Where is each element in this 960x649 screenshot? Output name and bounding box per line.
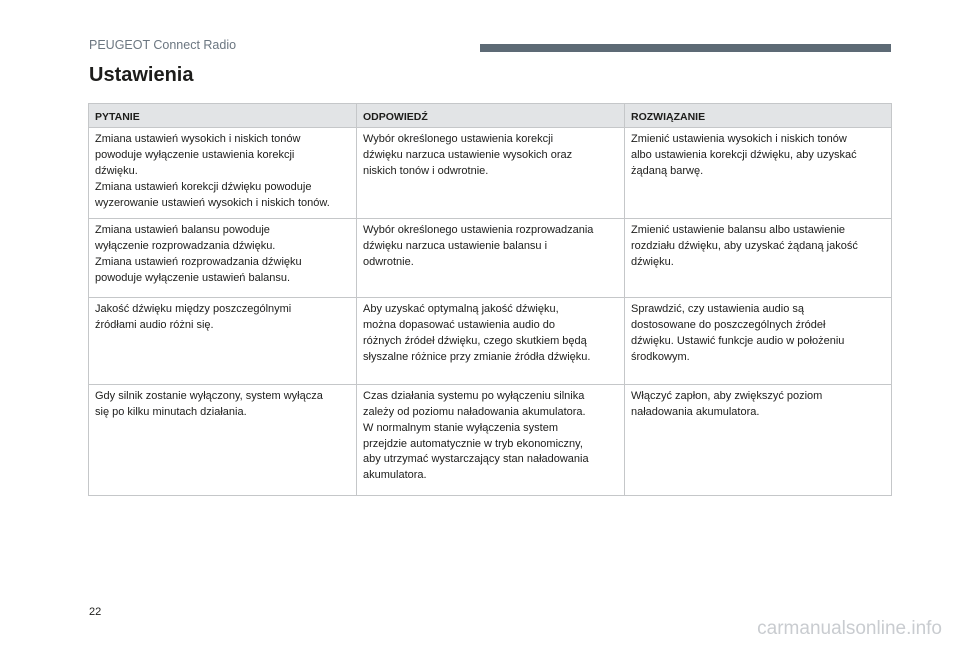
question-line: Zmiana ustawień rozprowadzania dźwięku bbox=[95, 255, 302, 268]
header-bar bbox=[480, 44, 891, 52]
question-line: źródłami audio różni się. bbox=[95, 318, 214, 331]
table-row bbox=[89, 128, 892, 219]
answer-line: Wybór określonego ustawienia rozprowadzania bbox=[363, 223, 594, 236]
answer-line: niskich tonów i odwrotnie. bbox=[363, 164, 489, 177]
answer-line: Czas działania systemu po wyłączeniu silnika bbox=[363, 389, 585, 402]
section-title: Ustawienia bbox=[89, 64, 194, 86]
page-number: 22 bbox=[89, 606, 102, 618]
solution-line: Sprawdzić, czy ustawienia audio są bbox=[631, 302, 805, 315]
solution-line: żądaną barwę. bbox=[631, 164, 704, 177]
column-header-answer: ODPOWIEDŹ bbox=[357, 104, 625, 128]
question-cell bbox=[89, 297, 357, 384]
solution-line: dźwięku. Ustawić funkcje audio w położeniu bbox=[631, 334, 845, 347]
table-row bbox=[89, 384, 892, 495]
solution-line: Zmienić ustawienie balansu albo ustawienie bbox=[631, 223, 846, 236]
answer-line: Aby uzyskać optymalną jakość dźwięku, bbox=[363, 302, 559, 315]
question-line: wyzerowanie ustawień wysokich i niskich tonów. bbox=[95, 196, 330, 209]
troubleshooting-table bbox=[88, 103, 892, 496]
solution-line: dostosowane do poszczególnych źródeł bbox=[631, 318, 826, 331]
solution-line: środkowym. bbox=[631, 350, 690, 363]
watermark: carmanualsonline.info bbox=[757, 618, 942, 639]
question-line: Zmiana ustawień korekcji dźwięku powoduje bbox=[95, 180, 312, 193]
question-line: powoduje wyłączenie ustawienia korekcji bbox=[95, 148, 295, 161]
question-cell bbox=[89, 128, 357, 219]
answer-line: akumulatora. bbox=[363, 469, 427, 482]
solution-line: naładowania akumulatora. bbox=[631, 405, 760, 418]
solution-cell bbox=[625, 297, 892, 384]
solution-cell bbox=[625, 218, 892, 297]
solution-cell bbox=[625, 384, 892, 495]
answer-line: przejdzie automatycznie w tryb ekonomiczny, bbox=[363, 437, 583, 450]
question-line: Jakość dźwięku między poszczególnymi bbox=[95, 302, 292, 315]
question-line: się po kilku minutach działania. bbox=[95, 405, 247, 418]
question-line: Zmiana ustawień wysokich i niskich tonów bbox=[95, 133, 301, 145]
answer-line: zależy od poziomu naładowania akumulatora. bbox=[363, 405, 586, 418]
answer-line: dźwięku narzuca ustawienie balansu i bbox=[363, 239, 548, 252]
answer-line: odwrotnie. bbox=[363, 255, 414, 268]
question-line: wyłączenie rozprowadzania dźwięku. bbox=[95, 239, 276, 252]
question-cell bbox=[89, 218, 357, 297]
answer-line: słyszalne różnice przy zmianie źródła dźwięku. bbox=[363, 350, 591, 363]
answer-line: W normalnym stanie wyłączenia system bbox=[363, 421, 559, 434]
question-cell bbox=[89, 384, 357, 495]
answer-line: aby utrzymać wystarczający stan naładowania bbox=[363, 453, 589, 466]
answer-line: Wybór określonego ustawienia korekcji bbox=[363, 133, 554, 145]
answer-line: dźwięku narzuca ustawienie wysokich oraz bbox=[363, 148, 573, 161]
answer-cell bbox=[357, 218, 625, 297]
solution-line: Włączyć zapłon, aby zwiększyć poziom bbox=[631, 389, 823, 402]
table-row bbox=[89, 297, 892, 384]
answer-cell bbox=[357, 128, 625, 219]
question-line: Gdy silnik zostanie wyłączony, system wyłącza bbox=[95, 389, 323, 402]
solution-cell bbox=[625, 128, 892, 219]
table-header-row bbox=[89, 104, 892, 128]
question-line: dźwięku. bbox=[95, 164, 138, 177]
answer-cell bbox=[357, 384, 625, 495]
question-line: powoduje wyłączenie ustawień balansu. bbox=[95, 271, 291, 284]
solution-line: Zmienić ustawienia wysokich i niskich tonów bbox=[631, 133, 847, 145]
answer-line: można dopasować ustawienia audio do bbox=[363, 318, 556, 331]
answer-cell bbox=[357, 297, 625, 384]
column-header-question: PYTANIE bbox=[89, 104, 357, 128]
solution-line: rozdziału dźwięku, aby uzyskać żądaną jakość bbox=[631, 239, 858, 252]
question-line: Zmiana ustawień balansu powoduje bbox=[95, 223, 270, 236]
table-row bbox=[89, 218, 892, 297]
column-header-solution: ROZWIĄZANIE bbox=[625, 104, 892, 128]
header-title: PEUGEOT Connect Radio bbox=[89, 38, 237, 52]
answer-line: różnych źródeł dźwięku, czego skutkiem będą bbox=[363, 334, 587, 347]
solution-line: albo ustawienia korekcji dźwięku, aby uzyskać bbox=[631, 148, 857, 161]
solution-line: dźwięku. bbox=[631, 255, 674, 268]
